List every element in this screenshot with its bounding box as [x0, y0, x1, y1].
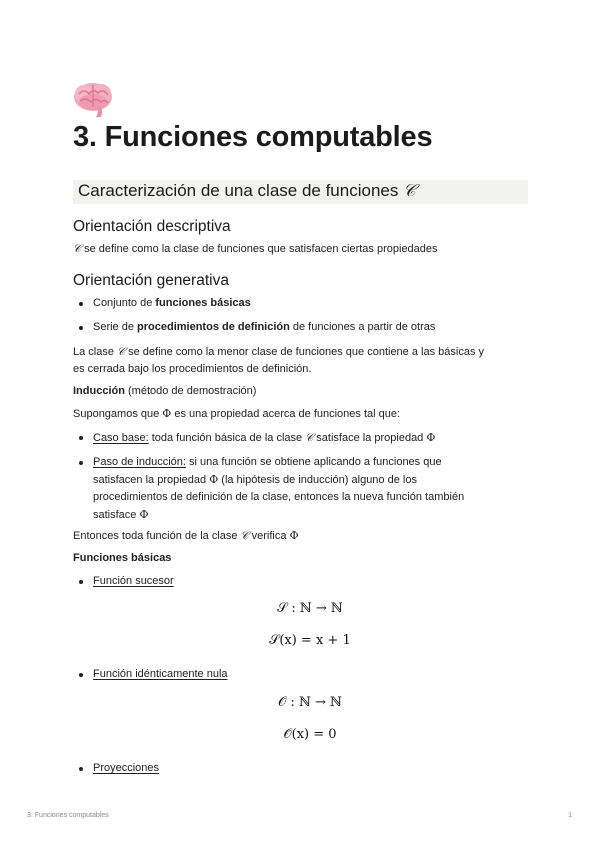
- list-item-funciones-basicas: Conjunto de funciones básicas: [93, 297, 251, 309]
- generativa-paragraph: La clase 𝒞 se define como la menor clase de funciones que contiene a las básicas y es cerrada bajo los procedimientos de definición.: [73, 345, 484, 375]
- bullet: [79, 461, 83, 465]
- list-item-paso-induccion: Paso de inducción: si una función se obtiene aplicando a funciones que satisfacen la propiedad Φ (la hipótesis de inducción) alguno de los procedimientos de definición de la clase, entonces la nueva función también satisface Φ: [93, 456, 465, 521]
- heading-orientacion-descriptiva: Orientación descriptiva: [73, 218, 231, 235]
- heading-orientacion-generativa: Orientación generativa: [73, 272, 229, 289]
- section-heading-text: Caracterización de una clase de funciones: [78, 181, 399, 200]
- equation-sucesor-signature: 𝒮 : ℕ → ℕ: [277, 601, 343, 616]
- list-item-procedimientos: Serie de procedimientos de definición de funciones a partir de otras: [93, 321, 436, 333]
- funciones-basicas-heading: Funciones básicas: [73, 552, 172, 564]
- caso-base-label: Caso base:: [93, 432, 149, 444]
- section-heading: [78, 181, 416, 201]
- list-item-proyecciones: Proyecciones: [93, 762, 160, 774]
- list-item-funcion-sucesor: Función sucesor: [93, 575, 174, 587]
- list-item-funcion-nula: Función idénticamente nula: [93, 668, 228, 680]
- equation-nula-definition: 𝒪(x) = 0: [283, 727, 337, 742]
- equation-sucesor-definition: 𝒮(x) = x + 1: [269, 633, 351, 648]
- bullet: [79, 767, 83, 771]
- page-title: 3. Funciones computables: [73, 121, 433, 153]
- paso-induccion-label: Paso de inducción:: [93, 456, 186, 468]
- bullet: [79, 436, 83, 440]
- induccion-title: Inducción (método de demostración): [73, 385, 257, 397]
- class-symbol: 𝒞: [403, 181, 416, 201]
- induccion-intro: Supongamos que Φ es una propiedad acerca de funciones tal que:: [73, 407, 401, 420]
- bullet: [79, 580, 83, 584]
- brain-icon: [71, 80, 115, 118]
- page-number: 1: [568, 812, 572, 819]
- induccion-conclusion: Entonces toda función de la clase 𝒞 verifica Φ: [73, 529, 299, 542]
- bullet: [79, 302, 83, 306]
- descriptiva-paragraph: 𝒞 se define como la clase de funciones que satisfacen ciertas propiedades: [73, 242, 438, 255]
- list-item-caso-base: Caso base: toda función básica de la clase 𝒞 satisface la propiedad Φ: [93, 431, 436, 444]
- bullet: [79, 326, 83, 330]
- equation-nula-signature: 𝒪 : ℕ → ℕ: [278, 695, 342, 710]
- footer-title: 3. Funciones computables: [27, 812, 109, 819]
- bullet: [79, 673, 83, 677]
